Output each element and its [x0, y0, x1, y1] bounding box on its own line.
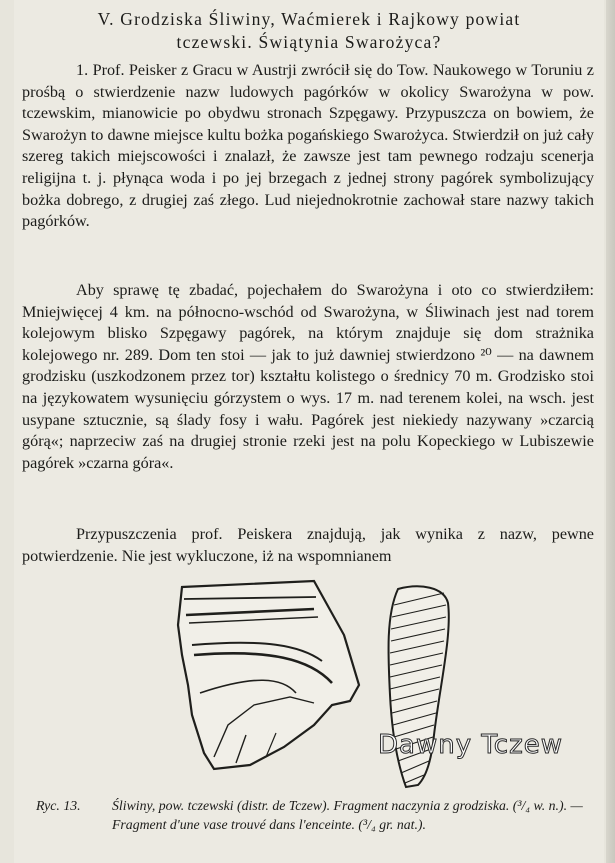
watermark-text: Dawny Tczew	[378, 730, 564, 760]
scan-edge	[606, 0, 615, 863]
section-heading-line1: V. Grodziska Śliwiny, Waćmierek i Rajkowy powiat	[97, 9, 521, 29]
figure-caption	[36, 796, 596, 834]
paragraph-2: Aby sprawę tę zbadać, pojechałem do Swarożyna i oto co stwierdziłem: Mniejwięcej 4 km. na północno-wschód od Swarożyna, w Śliwinach jest nad torem kolejowym blisko Szpęgawy pagórek, na którym znajduje się dom strażnika kolejowego nr. 289. Dom ten stoi — jak to już dawniej stwierdzono ²⁰ — na dawnem grodzisku (uszkodzonem przez tor) kształtu kolistego o średnicy 70 m. Grodzisko stoi na językowatem wysunięciu górzystem o wys. 17 m. nad terenem kolei, na wsch. jest usypane sztucznie, są ślady fosy i wału. Pagórek jest niekiedy nazywany »czarcią górą«; naprzeciw zaś na drugiej stronie rzeki jest na polu Kopeckiego w Lubiszewie pagórek »czarna góra«.	[22, 281, 594, 472]
document-page	[14, 0, 604, 863]
caption-text: Śliwiny, pow. tczewski (distr. de Tczew). Fragment naczynia z grodziska. (³/₄ w. n.). — Fragment d'une vase trouvé dans l'enceinte. (³/₄ gr. nat.).	[112, 798, 583, 832]
paragraph-1: 1. Prof. Peisker z Gracu w Austrji zwrócił się do Tow. Naukowego w Toruniu z prośbą o stwierdzenie nazw ludowych pagórków w okolicy Swarożyna w pow. tczewskim, mianowicie po obydwu stronach Szpęgawy. Przypuszcza on bowiem, że Swarożyn to dawne miejsce kultu bożka pogańskiego Swarożyca. Stwierdził on już cały szereg takich miejscowości i znalazł, że zawsze jest tam pewnego rodzaju scenerja religijna t. j. płynąca woda i po jej brzegach z jednej strony pagórek symbolizujący bożka dobrego, z drugiej zaś złego. Lud niejednokrotnie zachował stare nazwy takich pagórków.	[22, 61, 594, 231]
vessel-profile-section	[388, 586, 448, 787]
caption-label: Ryc. 13.	[36, 798, 81, 813]
vessel-fragment-drawing	[178, 581, 359, 769]
pottery-drawing	[14, 575, 604, 795]
paragraph-3: Przypuszczenia prof. Peiskera znajdują, jak wynika z nazw, pewne potwierdzenie. Nie jest wykluczone, iż na wspomnianem	[22, 525, 594, 565]
section-heading-line2: tczewski. Świątynia Swarożyca?	[176, 32, 442, 52]
figure-pottery-fragment	[14, 575, 604, 795]
